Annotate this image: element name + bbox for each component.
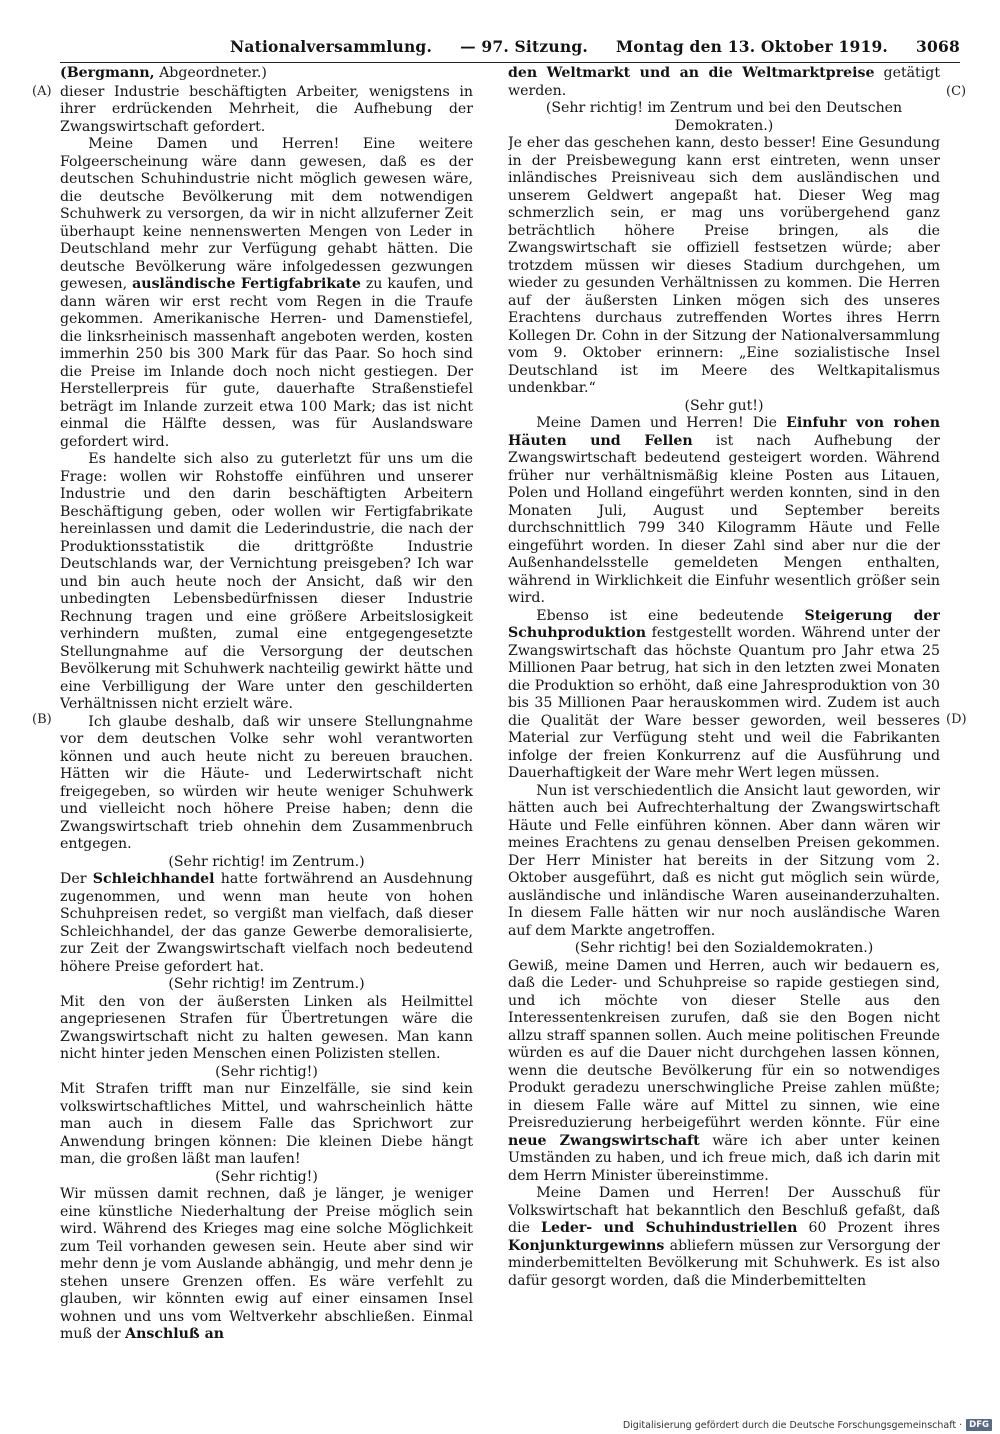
- text-run: Meine Damen und Herren! Eine weitere Folgeerscheinung wäre dann gewesen, daß es der deutschen Schuhindustrie nicht möglich gewesen wäre, die deutsche Bevölkerung mit dem notwendigen Schuhwerk zu versorgen, da wir in nicht allzuferner Zeit überhaupt keine nennenswerten Mengen von Leder in Deutschland mehr zur Verfügung gehabt hätten. Die deutsche Bevölkerung wäre infolgedessen gezwungen gewesen,: [60, 136, 473, 292]
- header-date: Montag den 13. Oktober 1919.: [615, 36, 889, 56]
- text-run: Gewiß, meine Damen und Herren, auch wir bedauern es, daß die Leder- und Schuhpreise so rapide gestiegen sind, und ich möchte von dieser Stelle aus den Interessentenkreisen zurufen, daß sie den Bogen nicht allzu straff spannen sollen. Auch meine politischen Freunde würden es auf die Dauer nicht durchgehen lassen können, wenn die deutsche Bevölkerung für ein so notwendiges Produkt geradezu unerschwingliche Preise zahlen müßte; in diesem Falle wäre auf Mittel zu sinnen, wie eine Preisreduzierung herbeigeführt werden könnte. Für eine: [508, 957, 940, 1131]
- text-run: Meine Damen und Herren! Die: [536, 415, 787, 431]
- paragraph: [60, 871, 473, 976]
- margin-marker-b: (B): [32, 712, 52, 727]
- text-run: 60 Prozent ihres: [797, 1220, 940, 1236]
- interjection: (Sehr richtig! im Zentrum.): [168, 976, 365, 992]
- speaker-role: Abgeordneter.): [154, 65, 267, 81]
- speaker-attribution: [60, 65, 473, 83]
- text-run: Wir müssen damit rechnen, daß je länger, je weniger eine künstliche Niederhaltung der Preise möglich sein wird. Während des Krieges mag eine solche Möglichkeit zum Teil vorhanden gewesen sein. Heute aber sind wir mehr denn je vom Auslande abhängig, und mehr denn je stehen unsere Grenzen offen. Es wäre verfehlt zu glauben, wir könnten ewig auf einer einsamen Insel wohnen und uns vom Weltverkehr abschließen. Einmal muß der: [60, 1186, 473, 1342]
- text-run: abliefern müssen zur Versorgung der minderbemittelten Bevölkerung mit Schuhwerk. Es ist also dafür gesorgt worden, daß die Minderbemittelten: [508, 1237, 940, 1289]
- paragraph: dieser Industrie beschäftigten Arbeiter, wenigstens in ihrer erdrückenden Mehrheit, die Aufhebung der Zwangswirtschaft gefordert.: [60, 83, 473, 135]
- text-run: wäre ich aber unter keinen Umständen zu haben, und ich freue mich, daß ich darin mit dem Herrn Minister übereinstimme.: [508, 1132, 940, 1184]
- interjection: (Sehr richtig!): [215, 1168, 318, 1185]
- paragraph: [508, 65, 940, 100]
- emphasis: Steigerung der Schuhproduktion: [508, 607, 940, 641]
- emphasis: Konjunkturgewinns: [508, 1237, 665, 1254]
- text-run: getätigt werden.: [508, 65, 940, 99]
- emphasis: Schleichhandel: [92, 871, 215, 887]
- dfg-logo: DFG: [966, 1419, 992, 1431]
- paragraph: [508, 608, 940, 783]
- emphasis: Anschluß an: [125, 1326, 225, 1342]
- paragraph: [60, 136, 473, 451]
- paragraph: [508, 415, 940, 608]
- text-run: ist nach Aufhebung der Zwangswirtschaft bedeutend gesteigert worden. Während früher nur verhältnismäßig kleine Posten aus Litauen, Polen und Holland eingeführt werden konnten, sind in den Monaten Juli, August und September bereits durchschnittlich 799 340 Kilogramm Häute und Felle eingeführt worden. In dieser Zahl sind aber nur die der Außenhandelsstelle gemeldeten Mengen enthalten, während in Wirklichkeit die Einfuhr wesentlich größer sein wird.: [508, 432, 940, 606]
- interjection: (Sehr richtig!): [215, 1063, 318, 1080]
- left-column: [60, 65, 473, 1350]
- right-column: [508, 65, 940, 1350]
- paragraph: Es handelte sich also zu guterletzt für uns um die Frage: wollen wir Rohstoffe einführen und unserer Industrie und den darin beschäftigten Arbeitern Beschäftigung geben, oder wollen wir Fertigfabrikate hereinlassen und damit die Lederindustrie, die nach der Produktionsstatistik die drittgrößte Industrie Deutschlands war, der Vernichtung preisgeben? Ich war und bin auch heute noch der Ansicht, daß wir den unbedingten Lebensbedürfnissen dieser Industrie Rechnung tragen und eine größere Arbeitslosigkeit verhindern mußten, zumal eine entgegengesetzte Stellungnahme auf die Versorgung der deutschen Bevölkerung mit Schuhwerk nachteilig gewirkt hätte und eine Verbilligung der Ware unter den geschilderten Verhältnissen nicht erzielt wäre.: [60, 451, 473, 712]
- paragraph: Je eher das geschehen kann, desto besser! Eine Gesundung in der Preisbewegung kann erst eintreten, wenn unser inländisches Preisniveau sich dem ausländischen und unserem Geldwert angepaßt hat. Dieser Weg mag schmerzlich sein, er mag uns vorübergehend ganz beträchtlich höhere Preise bringen, als die Zwangswirtschaft sie offiziell festsetzen würde; aber trotzdem müssen wir dieses Stadium durchgehen, um wieder zu gesunden Verhältnissen zu kommen. Die Herren auf der äußersten Linken mögen sich des unseres Erachtens durchaus zutreffenden Wortes ihres Herrn Kollegen Dr. Cohn in der Sitzung der Nationalversammlung vom 9. Oktober erinnern: „Eine sozialistische Insel Deutschland ist im Meere des Weltkapitalismus undenkbar.“: [508, 135, 940, 396]
- interjection: (Sehr richtig! bei den Sozialdemokraten.): [574, 940, 874, 956]
- digitization-credit: [623, 1418, 992, 1432]
- speaker-name: (Bergmann,: [60, 65, 155, 81]
- header-rule: [60, 62, 960, 63]
- emphasis: ausländische Fertigfabrikate: [132, 276, 361, 292]
- paragraph: [60, 1186, 473, 1344]
- paragraph: Mit den von der äußersten Linken als Heilmittel angepriesenen Strafen für Übertretungen wäre die Zwangswirtschaft nicht zu halten gewesen. Man kann nicht hinter jeden Menschen einen Polizisten stellen.: [60, 993, 473, 1062]
- interjection: (Sehr gut!): [684, 397, 764, 414]
- text-run: Ebenso ist eine bedeutende: [536, 607, 805, 624]
- paragraph: Nun ist verschiedentlich die Ansicht laut geworden, wir hätten auch bei Aufrechterhaltung der Zwangswirtschaft Häute und Felle einführen können. Aber dann wären wir meines Erachtens zu genau denselben Preisen gekommen. Der Herr Minister hat bereits in der Sitzung vom 2. Oktober ausgeführt, daß es nicht gut möglich sein würde, ausländische und inländische Waren auseinanderzuhalten. In diesem Falle hätten wir nur noch ausländische Waren auf dem Markte angetroffen.: [508, 782, 940, 939]
- text-run: Der: [60, 871, 93, 887]
- emphasis: neue Zwangswirtschaft: [508, 1132, 700, 1149]
- header-session: — 97. Sitzung.: [460, 36, 588, 56]
- text-run: festgestellt worden. Während unter der Zwangswirtschaft das höchste Quantum pro Jahr etwa 25 Millionen Paar betrug, hat sich in den letzten zwei Monaten die Produktion so erhöht, daß eine Jahresproduktion von 30 bis 35 Millionen Paar herauskommen wird. Zudem ist auch die Qualität der Ware besser geworden, weil besseres Material zur Verfügung steht und weil die Fabrikanten infolge der freien Konkurrenz auf die Ausführung und Dauerhaftigkeit der Ware mehr Wert legen müssen.: [508, 625, 940, 781]
- emphasis: den Weltmarkt und an die Weltmarktpreise: [508, 65, 875, 81]
- emphasis: Leder- und Schuhindustriellen: [541, 1220, 798, 1236]
- running-header: [230, 34, 960, 58]
- paragraph: Mit Strafen trifft man nur Einzelfälle, sie sind kein volkswirtschaftliches Mittel, und wahrscheinlich hätte man auch in diesem Falle das Sprichwort zur Anwendung bringen können: Die kleinen Diebe hängt man, die großen läßt man laufen!: [60, 1081, 473, 1167]
- text-run: zu kaufen, und dann wären wir erst recht vom Regen in die Traufe gekommen. Amerikanische Herren- und Damenstiefel, die linksrheinisch massenhaft angeboten werden, kosten immerhin 250 bis 300 Mark für das Paar. So hoch sind die Preise im Inlande doch noch nicht gestiegen. Der Herstellerpreis für gute, dauerhafte Straßenstiefel beträgt im Inlande zurzeit etwa 100 Mark; das ist nicht einmal die Hälfte dessen, was für Auslandsware gefordert wird.: [60, 276, 473, 450]
- text-run: Meine Damen und Herren! Der Ausschuß für Volkswirtschaft hat bekanntlich den Beschluß gefaßt, daß die: [508, 1185, 940, 1236]
- emphasis: Einfuhr von rohen Häuten und Fellen: [508, 415, 940, 449]
- paragraph: [508, 1185, 940, 1290]
- interjection: (Sehr richtig! im Zentrum.): [168, 853, 365, 870]
- paragraph: Ich glaube deshalb, daß wir unsere Stellungnahme vor dem deutschen Volke sehr wohl verantworten können und auch heute nicht zu bereuen brauchen. Hätten wir die Häute- und Lederwirtschaft nicht freigegeben, so würden wir heute weniger Schuhwerk und vielleicht noch höhere Preise haben; denn die Zwangswirtschaft trieb ohnehin dem Zusammenbruch entgegen.: [60, 713, 473, 852]
- text-run: hatte fortwährend an Ausdehnung zugenommen, und wenn man heute von hohen Schuhpreisen redet, so vergißt man vielfach, daß dieser Schleichhandel, der das ganze Gewerbe demoralisierte, zur Zeit der Zwangswirtschaft vielfach noch bedeutend höhere Preise gefordert hat.: [60, 871, 473, 975]
- margin-marker-d: (D): [946, 712, 967, 727]
- page-number: 3068: [916, 36, 960, 56]
- credit-text: Digitalisierung gefördert durch die Deutsche Forschungsgemeinschaft ·: [622, 1419, 963, 1431]
- margin-marker-c: (C): [946, 84, 967, 99]
- header-publication: Nationalversammlung.: [230, 36, 433, 56]
- margin-marker-a: (A): [32, 84, 52, 99]
- interjection: (Sehr richtig! im Zentrum und bei den Deutschen Demokraten.): [545, 100, 903, 134]
- paragraph: [508, 958, 940, 1186]
